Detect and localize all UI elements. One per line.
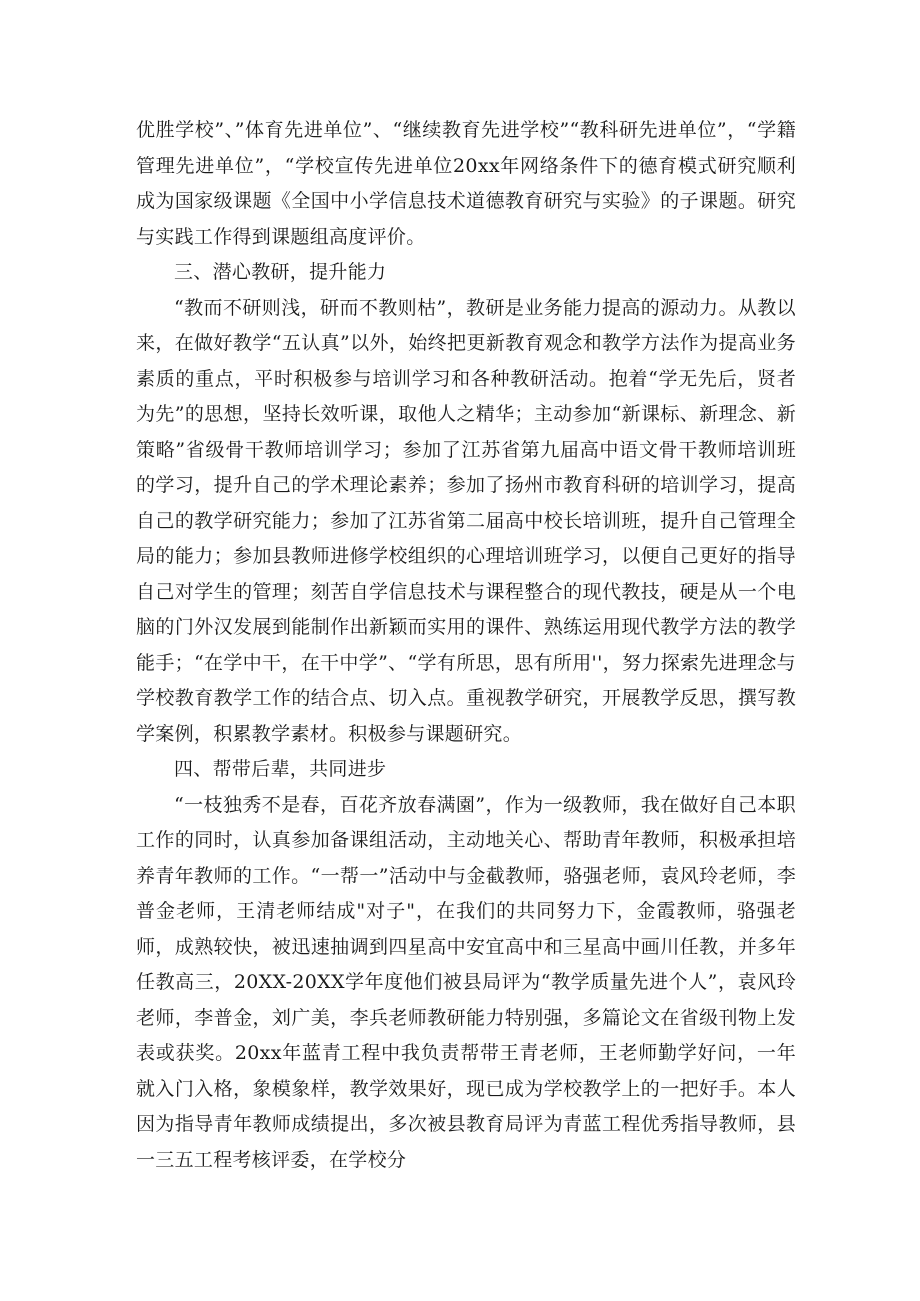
section-heading-3: 三、潜心教研，提升能力: [174, 261, 387, 283]
paragraph-continuation: 优胜学校”、”体育先进单位”、“继续教育先进学校”“教科研先进单位”，“学籍管理先进单位”，“学校宣传先进单位20xx年网络条件下的德育模式研究顺利成为国家级课题《全国中小学信息技术道德教育研究与实验》的子课题。研究与实践工作得到课题组高度评价。: [136, 119, 796, 248]
document-page: [136, 113, 796, 1178]
paragraph-teaching-research: “教而不研则浅，研而不教则枯”，教研是业务能力提高的源动力。从教以来，在做好教学“五认真”以外，始终把更新教育观念和教学方法作为提高业务素质的重点，平时积极参与培训学习和各种教研活动。抱着“学无先后，贤者为先”的思想，坚持长效听课，取他人之精华；主动参加“新课标、新理念、新策略”省级骨干教师培训学习；参加了江苏省第九届高中语文骨干教师培训班的学习，提升自己的学术理论素养；参加了扬州市教育科研的培训学习，提高自己的教学研究能力；参加了江苏省第二届高中校长培训班，提升自己管理全局的能力；参加县教师进修学校组织的心理培训班学习，以便自己更好的指导自己对学生的管理；刻苦自学信息技术与课程整合的现代教技，硬是从一个电脑的门外汉发展到能制作出新颖而实用的课件、熟练运用现代教学方法的教学能手；“在学中干，在干中学”、“学有所思，思有所用''，努力探索先进理念与学校教育教学工作的结合点、切入点。重视教学研究，开展教学反思，撰写教学案例，积累教学素材。积极参与课题研究。: [136, 296, 796, 745]
section-heading-4: 四、帮带后辈，共同进步: [174, 758, 387, 780]
paragraph-mentoring: “一枝独秀不是春，百花齐放春满園”，作为一级教师，我在做好自己本职工作的同时，认真参加备课组活动，主动地关心、帮助青年教师，积极承担培养青年教师的工作。“一帮一”活动中与金截教师，骆强老师，袁风玲老师，李普金老师，王清老师结成"对子"，在我们的共同努力下，金霞教师，骆强老师，成熟较快，被迅速抽调到四星高中安宜高中和三星高中画川任教，并多年任教高三，20XX-20XX学年度他们被县局评为“教学质量先进个人”，袁风玲老师，李普金，刘广美，李兵老师教研能力特别强，多篇论文在省级刊物上发表或获奖。20xx年蓝青工程中我负责帮带王青老师，王老师勤学好问，一年就入门入格，象模象样，教学效果好，现已成为学校教学上的一把好手。本人因为指导青年教师成绩提出，多次被县教育局评为青蓝工程优秀指导教师，县一三五工程考核评委，在学校分: [136, 793, 796, 1171]
